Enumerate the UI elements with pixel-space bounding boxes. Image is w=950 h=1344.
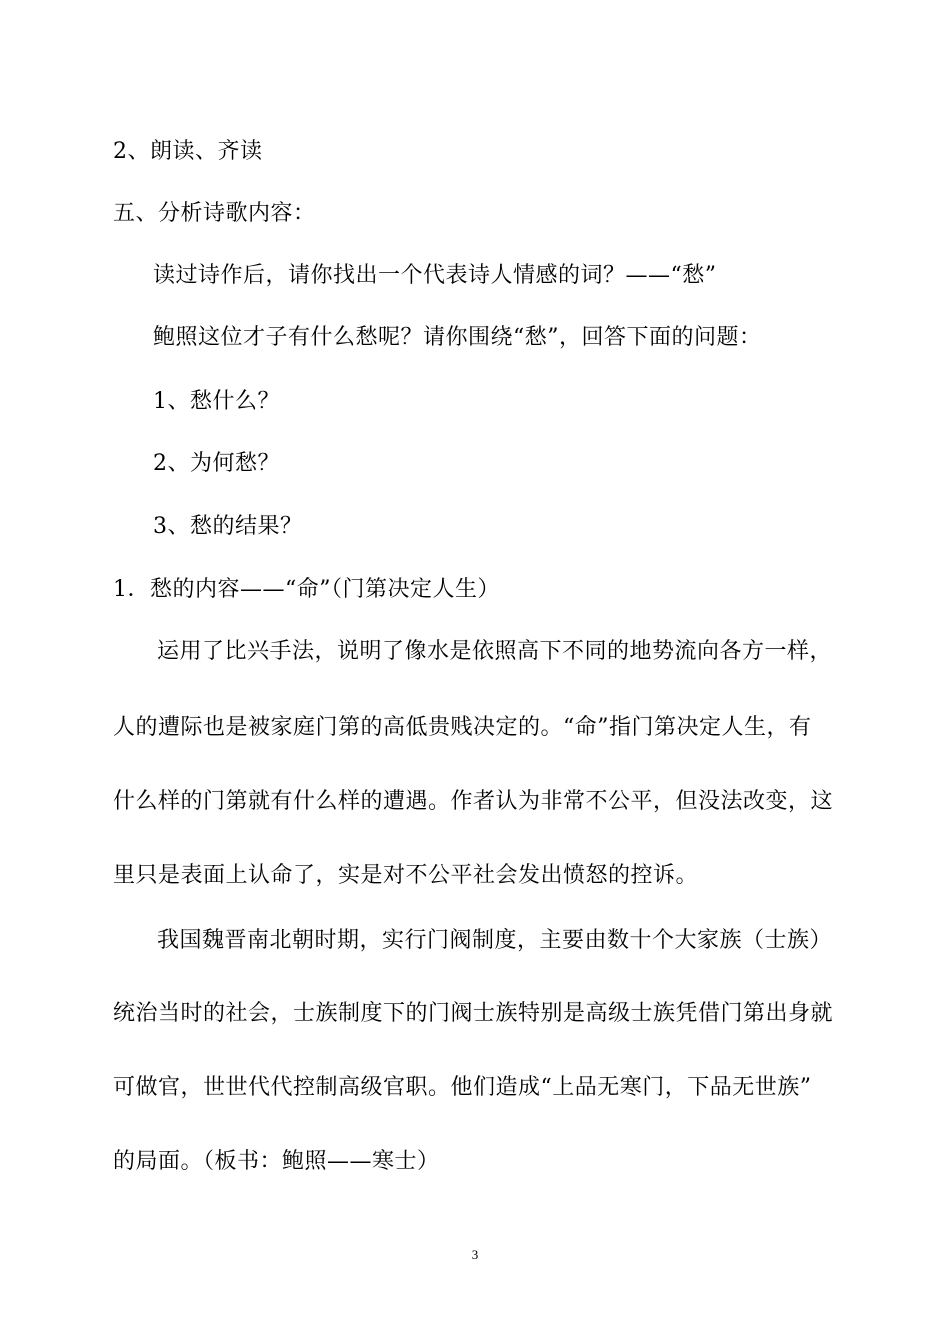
paragraph-2-line-3: 可做官，世世代代控制高级官职。他们造成“上品无寒门，下品无世族” [113, 1075, 812, 1100]
question-3: 3、愁的结果？ [153, 514, 303, 539]
question-1: 1、愁什么？ [153, 389, 280, 414]
paragraph-1-line-4: 里只是表面上认命了，实是对不公平社会发出愤怒的控诉。 [113, 863, 699, 888]
text-line-1: 2、朗读、齐读 [113, 139, 263, 164]
text-line-3: 读过诗作后，请你找出一个代表诗人情感的词？——“愁” [153, 263, 717, 288]
paragraph-1-line-3: 什么样的门第就有什么样的遭遇。作者认为非常不公平，但没法改变，这 [113, 789, 834, 814]
paragraph-1-line-1: 运用了比兴手法，说明了像水是依照高下不同的地势流向各方一样， [157, 639, 833, 664]
page-number: 3 [471, 1247, 479, 1262]
paragraph-2-line-2: 统治当时的社会，士族制度下的门阀士族特别是高级士族凭借门第出身就 [113, 1001, 834, 1026]
subsection-heading-1: 1．愁的内容——“命”（门第决定人生） [113, 577, 500, 602]
paragraph-2-line-1: 我国魏晋南北朝时期，实行门阀制度，主要由数十个大家族（士族） [157, 928, 833, 953]
section-heading-5: 五、分析诗歌内容： [113, 201, 316, 226]
text-line-4: 鲍照这位才子有什么愁呢？请你围绕“愁”，回答下面的问题： [153, 325, 762, 350]
paragraph-1-line-2: 人的遭际也是被家庭门第的高低贵贱决定的。“命”指门第决定人生，有 [113, 715, 812, 740]
paragraph-2-line-4: 的局面。（板书：鲍照——寒士） [113, 1149, 440, 1174]
question-2: 2、为何愁？ [153, 451, 280, 476]
